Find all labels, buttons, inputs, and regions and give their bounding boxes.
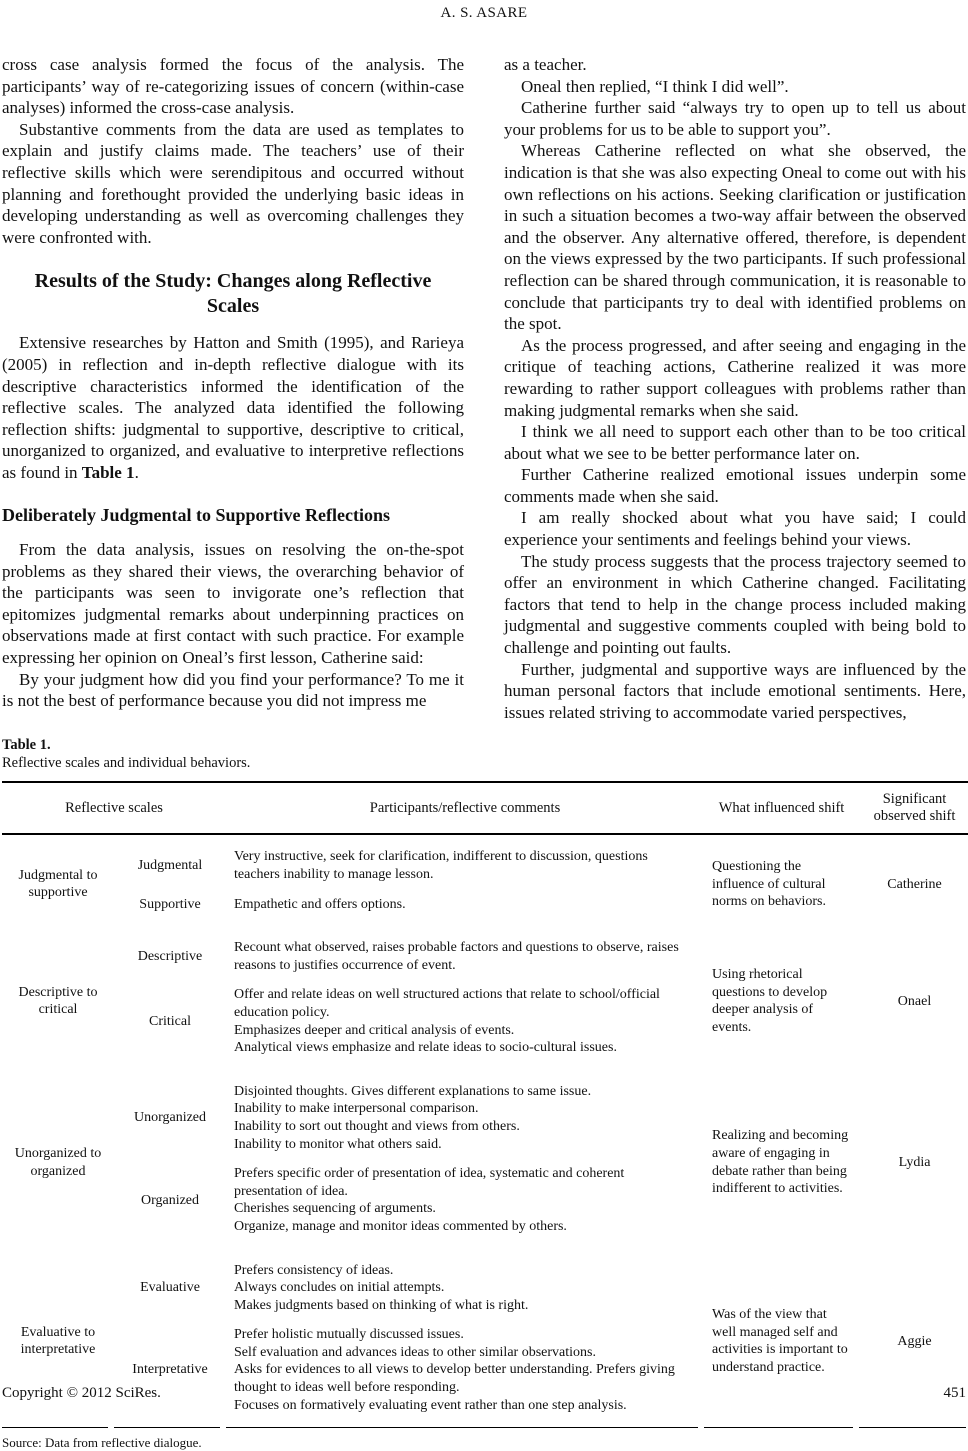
comments-cell	[226, 1249, 704, 1321]
comment-line: Focuses on formatively evaluating event rather than one step analysis.	[234, 1397, 627, 1413]
group-cell: Evaluative to interpretative	[20, 1324, 96, 1358]
paragraph: From the data analysis, issues on resolving the on-the-spot problems as they shared their views, the overarching behavior of the participants was seen to invigorate one’s reflection that epitomizes judgmental remarks about underpinning practices on observations made at first contact with such practice. For example expressing her opinion on Oneal’s first lesson, Catherine said:	[2, 540, 464, 668]
comment-line: Asks for evidences to all views to develop better understanding. Prefers giving thought to ideas well before responding.	[234, 1362, 675, 1396]
table-source-note: Source: Data from reflective dialogue.	[2, 1435, 202, 1451]
paragraph-text: Extensive researches by Hatton and Smith (1995), and Rarieya (2005) in reflection and in-depth reflective dialogue with its descriptive characteristics informed the identification of the reflective scales. The analyzed data identified the following reflection shifts: judgmental to supportive, descriptive to critical, unorganized to organized, and evaluative to interpretive reflections as found in	[2, 333, 464, 482]
scale-cell: Judgmental	[137, 858, 203, 874]
paragraph: cross case analysis formed the focus of the analysis. The participants’ way of re-categorizing issues of concern (within-case analyses) informed the cross-case analysis.	[2, 55, 464, 118]
page-number: 451	[943, 1385, 966, 1401]
column-header-significant: Significant observed shift	[859, 782, 968, 834]
group-cell: Judgmental to supportive	[18, 867, 98, 901]
table-row	[2, 1249, 968, 1321]
table-row	[2, 926, 968, 980]
scale-cell: Critical	[149, 1013, 191, 1029]
paragraph: Substantive comments from the data are used as templates to explain and justify claims made. The teachers’ use of their reflective skills which were serendipitous and occurred without planning and forethought provided the underlying basic ideas in developing understanding as well as overcoming challenges they were confronted with.	[2, 119, 464, 247]
scale-cell: Organized	[140, 1192, 200, 1208]
group-cell: Descriptive to critical	[18, 984, 98, 1018]
scale-cell: Unorganized	[133, 1110, 207, 1126]
table-row	[2, 834, 968, 889]
comment-line: Disjointed thoughts. Gives different explanations to same issue.	[234, 1083, 592, 1099]
table-bottom-rule	[2, 1427, 966, 1428]
scale-cell: Interpretative	[132, 1362, 208, 1378]
comment-line: Prefers consistency of ideas.	[234, 1262, 394, 1278]
comment-line: Prefers specific order of presentation of idea, systematic and coherent presentation of idea.	[234, 1166, 625, 1199]
person-cell: Lydia	[898, 1154, 931, 1170]
left-column	[2, 54, 464, 723]
paragraph: Further Catherine realized emotional issues underpin some comments made when she said.	[504, 465, 966, 506]
right-column	[504, 54, 966, 723]
scale-cell: Supportive	[139, 896, 201, 912]
comments-cell	[226, 1070, 704, 1159]
table-caption-text: Reflective scales and individual behaviors.	[2, 755, 251, 772]
comment-line: Prefer holistic mutually discussed issues.	[234, 1327, 464, 1343]
paragraph	[2, 332, 464, 483]
comment-line: Makes judgments based on thinking of what is right.	[234, 1297, 529, 1313]
table-row	[2, 1070, 968, 1159]
person-cell: Aggie	[897, 1333, 932, 1349]
section-heading-results: Results of the Study: Changes along Reflective Scales	[34, 270, 432, 318]
comment-line: Inability to monitor what others said.	[234, 1136, 442, 1152]
influence-cell: Questioning the influence of cultural norms on behaviors.	[712, 858, 826, 910]
sub-heading-judgmental: Deliberately Judgmental to Supportive Reflections	[2, 504, 390, 525]
group-cell: Unorganized to organized	[14, 1146, 102, 1179]
paragraph: Catherine further said “always try to open up to tell us about your problems for us to be able to support you”.	[504, 98, 966, 139]
comment-line: Empathetic and offers options.	[234, 896, 406, 912]
reflective-scales-table	[2, 781, 968, 1427]
comments-cell	[226, 926, 704, 980]
scale-cell: Evaluative	[140, 1280, 200, 1296]
page-footer	[2, 1385, 966, 1402]
comment-line: Offer and relate ideas on well structured actions that relate to school/official education policy.	[234, 987, 660, 1020]
table-reference: Table 1	[81, 462, 135, 482]
paragraph: Further, judgmental and supportive ways are influenced by the human personal factors that include emotional sentiments. Here, issues related striving to accommodate varied perspectives,	[504, 659, 966, 722]
copyright-notice: Copyright © 2012 SciRes.	[2, 1385, 161, 1401]
comment-line: Analytical views emphasize and relate ideas to socio-cultural issues.	[234, 1040, 617, 1056]
scale-cell: Descriptive	[137, 948, 203, 964]
table-header-row	[2, 782, 968, 834]
comments-cell	[226, 980, 704, 1069]
column-header-influence: What influenced shift	[704, 782, 859, 834]
comments-cell	[226, 834, 704, 889]
influence-cell: Realizing and becoming aware of engaging in debate rather than being indifferent to activities.	[712, 1128, 849, 1197]
comment-line: Cherishes sequencing of arguments.	[234, 1201, 436, 1217]
table-caption-label: Table 1.	[2, 737, 51, 754]
person-cell: Catherine	[887, 876, 942, 892]
paragraph: I think we all need to support each other than to be too critical about what we see to be better performance later on.	[504, 422, 966, 463]
influence-cell: Using rhetorical questions to develop deeper analysis of events.	[712, 967, 828, 1036]
column-header-comments: Participants/reflective comments	[226, 782, 704, 834]
comment-line: Recount what observed, raises probable factors and questions to observe, raises reasons to justifies occurrence of event.	[234, 940, 679, 973]
person-cell: Onael	[897, 993, 932, 1009]
comment-line: Organize, manage and monitor ideas commented by others.	[234, 1218, 567, 1234]
paragraph: As the process progressed, and after seeing and engaging in the critique of teaching actions, Catherine realized it was more rewarding to rather support colleagues with problems rather than making judgmental remarks when she said.	[504, 335, 966, 420]
comment-line: Self evaluation and advances ideas to other similar observations.	[234, 1344, 596, 1360]
column-header-scales: Reflective scales	[2, 782, 226, 834]
paragraph: By your judgment how did you find your performance? To me it is not the best of performance because you did not impress me	[2, 669, 464, 711]
table-1-block	[2, 736, 966, 1451]
paragraph-text: .	[134, 462, 139, 482]
comment-line: Emphasizes deeper and critical analysis of events.	[234, 1022, 515, 1038]
comments-cell	[226, 890, 704, 927]
paragraph: Whereas Catherine reflected on what she observed, the indication is that she was also expecting Oneal to come out with his own reflections on his actions. Seeking clarification or justification in such a situation becomes a two-way affair between the observed and the observer. Any alternative offered, therefore, is dependent on the views expressed by the two participants. If such professional reflection can be shared through communication, it is reasonable to conclude that participants try to deal with identified problems on the spot.	[504, 141, 966, 334]
comment-line: Very instructive, seek for clarification, indifferent to discussion, questions teachers inability to manage lesson.	[234, 849, 648, 882]
paragraph: as a teacher.	[504, 55, 587, 74]
two-column-body	[2, 54, 966, 723]
influence-cell: Was of the view that well managed self and activities is important to understand practice.	[712, 1307, 848, 1375]
comment-line: Inability to sort out thought and views from others.	[234, 1118, 520, 1134]
paragraph: I am really shocked about what you have said; I could experience your sentiments and feelings behind your views.	[504, 508, 966, 550]
comments-cell	[226, 1320, 704, 1427]
running-head: A. S. ASARE	[440, 5, 528, 21]
comment-line: Always concludes on initial attempts.	[234, 1280, 445, 1296]
paragraph: Oneal then replied, “I think I did well”.	[521, 76, 789, 96]
comment-line: Inability to make interpersonal comparison.	[234, 1101, 479, 1117]
paragraph: The study process suggests that the process trajectory seemed to offer an environment in which Catherine changed. Facilitating factors that tend to help in the change process included making judgmental and suggestive comments coupled with being bold to challenge and pointing out faults.	[504, 551, 966, 658]
comments-cell	[226, 1159, 704, 1248]
